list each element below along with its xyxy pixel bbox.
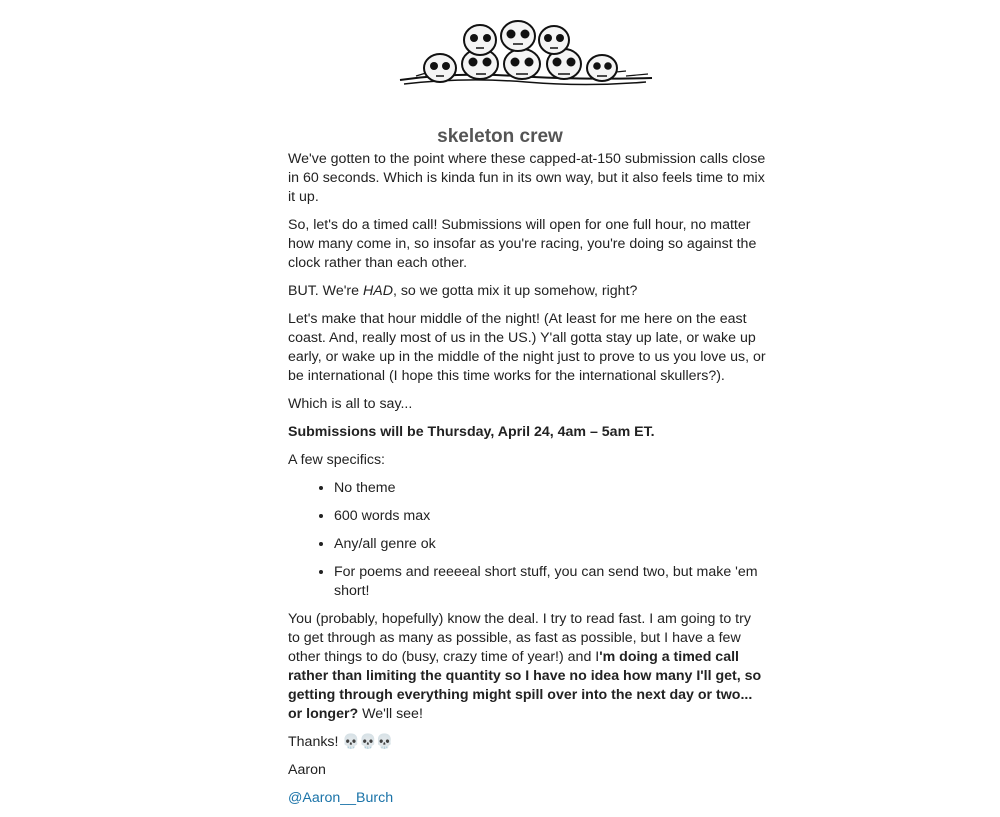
signature: Aaron: [288, 762, 326, 778]
skull-pile-icon: [396, 14, 656, 110]
newsletter-body: [288, 150, 766, 817]
specifics-list: [288, 479, 766, 601]
twitter-handle-link[interactable]: @Aaron__Burch: [288, 790, 394, 806]
p3-emphasis: HAD: [362, 283, 393, 299]
list-item: • 600 words max: [334, 507, 766, 526]
skull-emoji-icon: 💀💀💀: [342, 734, 393, 750]
p3-prefix: BUT. We're: [288, 283, 363, 299]
list-item: • For poems and reeeeal short stuff, you can send two, but make 'em short!: [334, 563, 766, 601]
twitter-handle-line: [288, 789, 766, 808]
thanks-line: [288, 733, 766, 752]
paragraph-middle-of-night: Let's make that hour middle of the night! (At least for me here on the east coast. And, really most of us in the US.) Y'all gotta stay up late, or wake up early, or wake up in the middle of the night just to prove to us you love us, or be international (I hope this time works for the international skullers?).: [288, 311, 766, 384]
paragraph-specifics: A few specifics:: [288, 452, 385, 468]
paragraph-which-is: Which is all to say...: [288, 396, 413, 412]
p8-bold: 'm doing a timed call rather than limiting the quantity so I have no idea how many I'll get, so getting through everything might spill over into the next day or two... or longer?: [288, 649, 762, 722]
page-title: skeleton crew: [437, 126, 563, 147]
submission-date: Submissions will be Thursday, April 24, 4am – 5am ET.: [288, 424, 655, 440]
p3-suffix: , so we gotta mix it up somehow, right?: [392, 283, 638, 299]
thanks-text: Thanks!: [288, 734, 343, 750]
paragraph-had: [288, 282, 766, 301]
p8-prefix: You (probably, hopefully) know the deal. I try to read fast. I am going to try to get through as many as possible, as fast as possible, but I have a few other things to do (busy, crazy time of year!) and I: [288, 611, 751, 665]
p8-suffix: We'll see!: [358, 706, 423, 722]
paragraph-intro: We've gotten to the point where these capped-at-150 submission calls close in 60 seconds. Which is kinda fun in its own way, but it also feels time to mix it up.: [288, 151, 766, 205]
list-item: • No theme: [334, 479, 766, 498]
list-item: • Any/all genre ok: [334, 535, 766, 554]
paragraph-deal: [288, 610, 766, 724]
paragraph-timed-call: So, let's do a timed call! Submissions will open for one full hour, no matter how many come in, so insofar as you're racing, you're doing so against the clock rather than each other.: [288, 217, 757, 271]
